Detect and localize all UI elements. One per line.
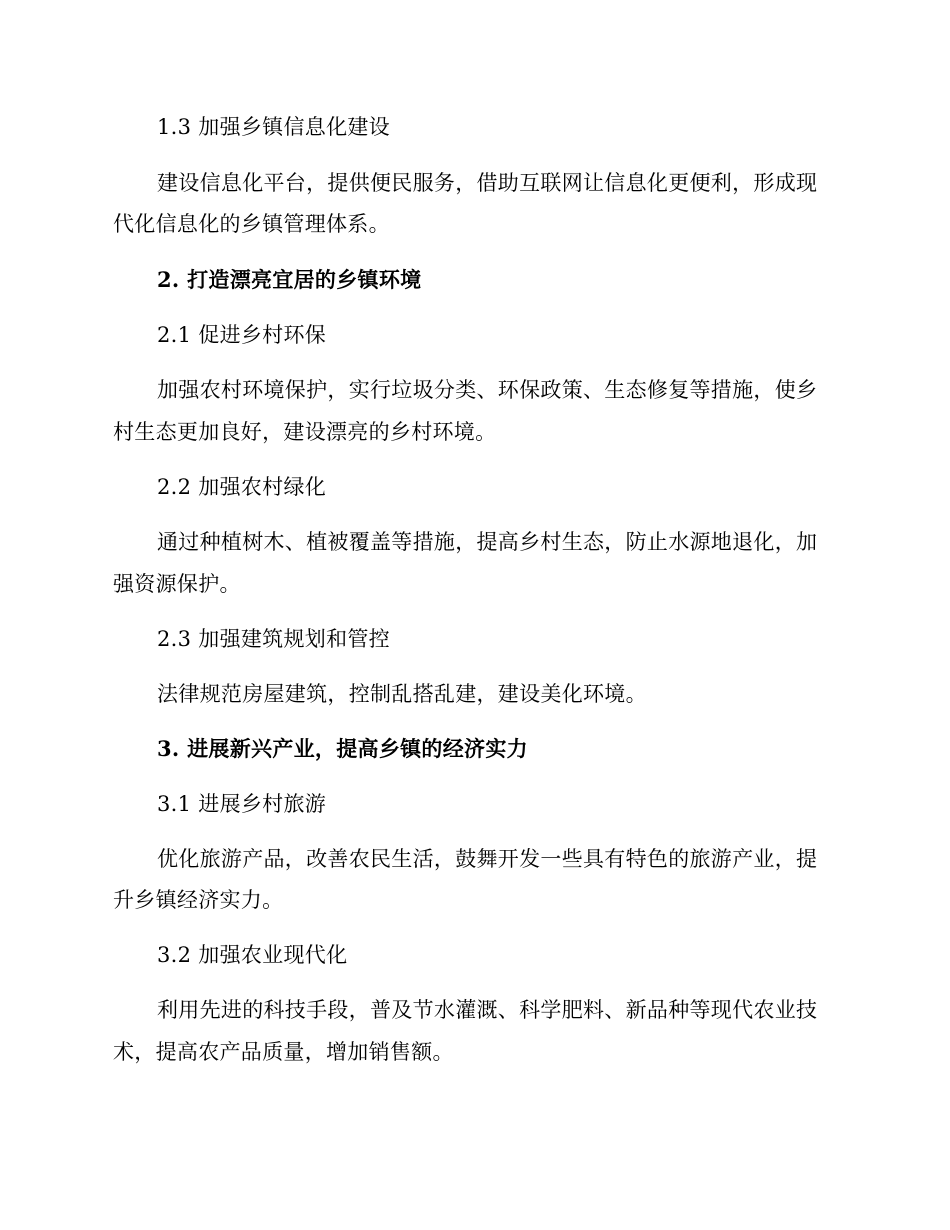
subsection-heading-1-3: 1.3 加强乡镇信息化建设: [157, 115, 390, 139]
paragraph-3-1-line-2: 升乡镇经济实力。: [113, 888, 284, 912]
section-heading-3: 3. 进展新兴产业，提高乡镇的经济实力: [157, 736, 528, 761]
paragraph-1-3-line-2: 代化信息化的乡镇管理体系。: [113, 212, 390, 236]
subsection-heading-2-2: 2.2 加强农村绿化: [157, 475, 327, 499]
section-heading-2: 2. 打造漂亮宜居的乡镇环境: [157, 267, 422, 292]
subsection-heading-2-3: 2.3 加强建筑规划和管控: [157, 627, 390, 651]
paragraph-2-3-line-1: 法律规范房屋建筑，控制乱搭乱建，建设美化环境。: [157, 682, 647, 706]
paragraph-2-2-line-2: 强资源保护。: [113, 572, 241, 596]
paragraph-1-3-line-1: 建设信息化平台，提供便民服务，借助互联网让信息化更便利，形成现: [157, 171, 818, 195]
paragraph-2-2-line-1: 通过种植树木、植被覆盖等措施，提高乡村生态，防止水源地退化，加: [157, 530, 818, 554]
paragraph-2-1-line-1: 加强农村环境保护，实行垃圾分类、环保政策、生态修复等措施，使乡: [157, 378, 818, 402]
paragraph-3-2-line-1: 利用先进的科技手段，普及节水灌溉、科学肥料、新品种等现代农业技: [157, 998, 818, 1022]
paragraph-3-1-line-1: 优化旅游产品，改善农民生活，鼓舞开发一些具有特色的旅游产业，提: [157, 847, 818, 871]
paragraph-2-1-line-2: 村生态更加良好，建设漂亮的乡村环境。: [113, 420, 497, 444]
paragraph-3-2-line-2: 术，提高农产品质量，增加销售额。: [113, 1040, 454, 1064]
subsection-heading-3-2: 3.2 加强农业现代化: [157, 943, 348, 967]
subsection-heading-2-1: 2.1 促进乡村环保: [157, 323, 327, 347]
subsection-heading-3-1: 3.1 进展乡村旅游: [157, 792, 327, 816]
